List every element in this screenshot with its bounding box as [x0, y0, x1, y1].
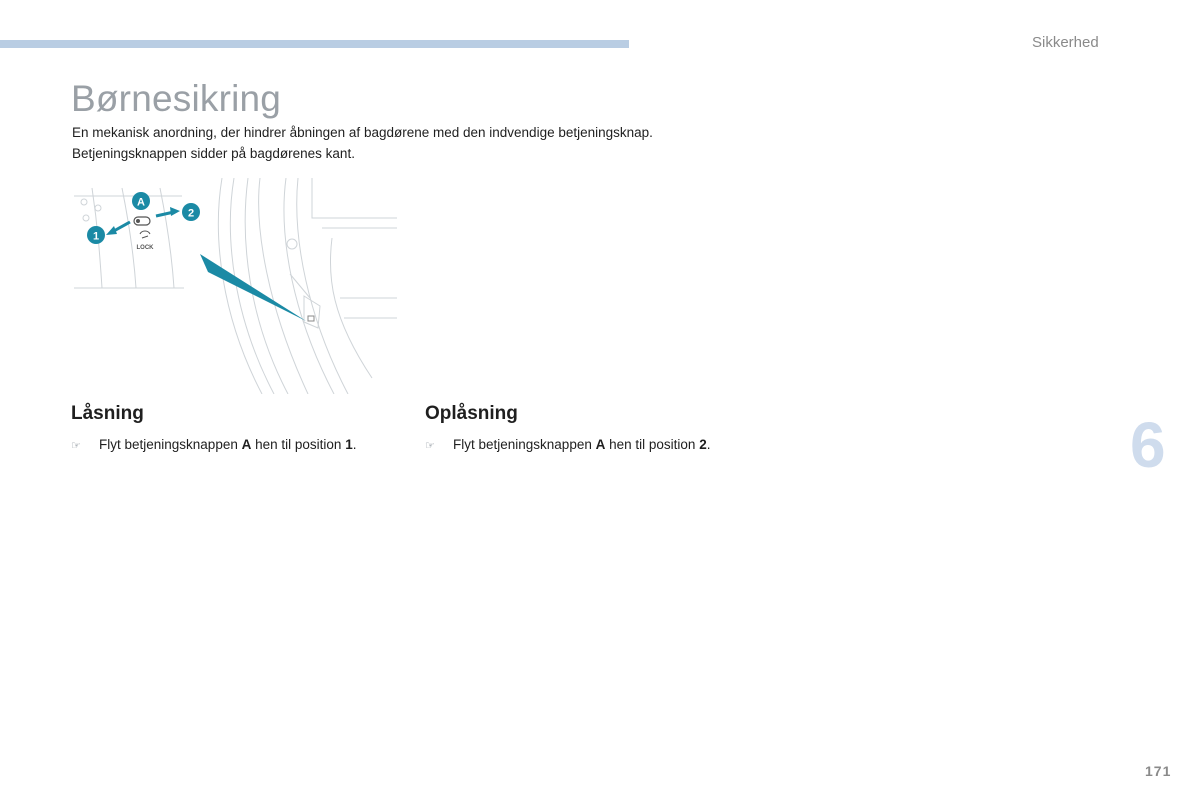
lock-label: LOCK — [136, 245, 154, 251]
instruction-text-middle: hen til position — [609, 437, 696, 452]
chapter-number: 6 — [1130, 409, 1166, 481]
locking-section — [71, 403, 411, 452]
intro-line: Betjeningsknappen sidder på bagdørenes kant. — [72, 146, 355, 161]
child-icon — [140, 231, 150, 238]
child-lock-illustration — [72, 178, 397, 394]
intro-text — [72, 122, 653, 164]
header-accent-bar — [0, 40, 629, 48]
callout-1 — [87, 226, 105, 244]
control-label: A — [595, 437, 606, 452]
position-number: 1 — [345, 437, 353, 452]
unlocking-instruction — [425, 437, 765, 452]
locking-heading: Låsning — [71, 403, 144, 424]
instruction-text — [99, 437, 356, 452]
position-number: 2 — [699, 437, 707, 452]
section-name: Sikkerhed — [1032, 34, 1099, 51]
instruction-text-end: . — [352, 437, 357, 452]
instruction-text-end: . — [706, 437, 711, 452]
intro-line: En mekanisk anordning, der hindrer åbningen af bagdørene med den indvendige betjeningsknap. — [72, 125, 653, 140]
page-title: Børnesikring — [71, 78, 282, 119]
instruction-text-start: Flyt betjeningsknappen — [453, 437, 592, 452]
callout-1-label: 1 — [92, 230, 100, 243]
pointing-hand-icon: ☞ — [425, 440, 435, 452]
unlocking-heading: Oplåsning — [425, 403, 518, 424]
pointing-hand-icon: ☞ — [71, 440, 81, 452]
callout-2 — [182, 203, 200, 221]
control-label: A — [241, 437, 252, 452]
instruction-text-start: Flyt betjeningsknappen — [99, 437, 238, 452]
instruction-text-middle: hen til position — [255, 437, 342, 452]
locking-instruction — [71, 437, 411, 452]
callout-2-label: 2 — [187, 207, 195, 220]
instruction-text — [453, 437, 710, 452]
callout-a-label: A — [137, 196, 145, 209]
unlocking-section — [425, 403, 765, 452]
callout-a — [132, 192, 150, 210]
page-number: 171 — [1145, 763, 1172, 779]
